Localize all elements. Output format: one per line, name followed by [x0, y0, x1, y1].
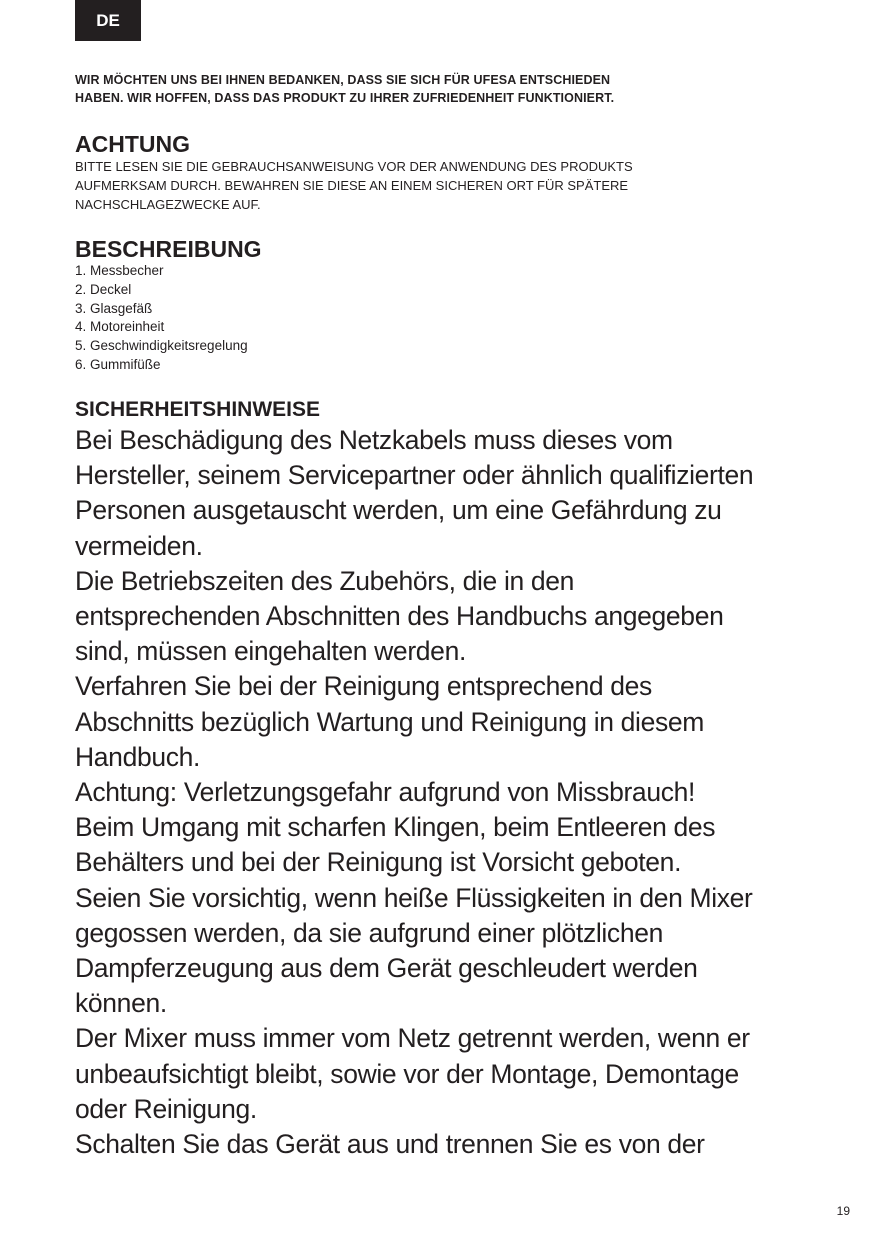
safety-line: Achtung: Verletzungsgefahr aufgrund von Missbrauch! — [75, 777, 696, 808]
safety-line: unbeaufsichtigt bleibt, sowie vor der Montage, Demontage — [75, 1058, 739, 1089]
attention-line: NACHSCHLAGEZWECKE AUF. — [75, 197, 261, 212]
safety-line: vermeiden. — [75, 530, 203, 561]
safety-line: Der Mixer muss immer vom Netz getrennt werden, wenn er — [75, 1023, 750, 1054]
safety-line: Behälters und bei der Reinigung ist Vorsicht geboten. — [75, 847, 682, 878]
parts-list-item: 2. Deckel — [75, 281, 132, 297]
language-tab: DE — [75, 0, 141, 41]
parts-list-item: 4. Motoreinheit — [75, 319, 165, 335]
parts-list-item: 6. Gummifüße — [75, 356, 161, 372]
attention-section — [75, 131, 835, 214]
page-number: 19 — [836, 1204, 850, 1218]
intro-text — [75, 71, 795, 107]
safety-line: oder Reinigung. — [75, 1093, 257, 1124]
parts-list-item: 1. Messbecher — [75, 263, 164, 278]
attention-line: AUFMERKSAM DURCH. BEWAHREN SIE DIESE AN EINEM SICHEREN ORT FÜR SPÄTERE — [75, 178, 629, 193]
safety-line: können. — [75, 988, 167, 1019]
safety-line: Schalten Sie das Gerät aus und trennen Sie es von der — [75, 1129, 705, 1160]
description-section — [75, 236, 835, 375]
safety-line: Bei Beschädigung des Netzkabels muss dieses vom — [75, 425, 673, 455]
parts-list-item: 3. Glasgefäß — [75, 300, 153, 316]
parts-list — [75, 262, 835, 375]
safety-line: Hersteller, seinem Servicepartner oder ähnlich qualifizierten — [75, 460, 754, 491]
intro-line: HABEN. WIR HOFFEN, DASS DAS PRODUKT ZU IHRER ZUFRIEDENHEIT FUNKTIONIERT. — [75, 91, 615, 105]
safety-line: Handbuch. — [75, 741, 201, 772]
attention-line: BITTE LESEN SIE DIE GEBRAUCHSANWEISUNG VOR DER ANWENDUNG DES PRODUKTS — [75, 159, 633, 174]
safety-line: Abschnitts bezüglich Wartung und Reinigung in diesem — [75, 706, 704, 737]
safety-line: Die Betriebszeiten des Zubehörs, die in den — [75, 565, 575, 596]
parts-list-item: 5. Geschwindigkeitsregelung — [75, 338, 248, 354]
safety-line: Dampferzeugung aus dem Gerät geschleudert werden — [75, 953, 698, 984]
safety-line: sind, müssen eingehalten werden. — [75, 636, 466, 667]
safety-line: gegossen werden, da sie aufgrund einer plötzlichen — [75, 917, 663, 948]
safety-text — [75, 423, 835, 1162]
attention-text — [75, 157, 835, 214]
safety-line: Verfahren Sie bei der Reinigung entsprechend des — [75, 671, 652, 702]
safety-line: entsprechenden Abschnitten des Handbuchs angegeben — [75, 601, 724, 632]
safety-line: Personen ausgetauscht werden, um eine Gefährdung zu — [75, 495, 722, 526]
safety-line: Seien Sie vorsichtig, wenn heiße Flüssigkeiten in den Mixer — [75, 882, 753, 913]
safety-title: SICHERHEITSHINWEISE — [75, 398, 321, 421]
safety-section — [75, 397, 835, 1162]
safety-line: Beim Umgang mit scharfen Klingen, beim Entleeren des — [75, 812, 716, 843]
description-title: BESCHREIBUNG — [75, 236, 262, 262]
attention-title: ACHTUNG — [75, 131, 190, 157]
intro-line: WIR MÖCHTEN UNS BEI IHNEN BEDANKEN, DASS SIE SICH FÜR UFESA ENTSCHIEDEN — [75, 73, 611, 87]
